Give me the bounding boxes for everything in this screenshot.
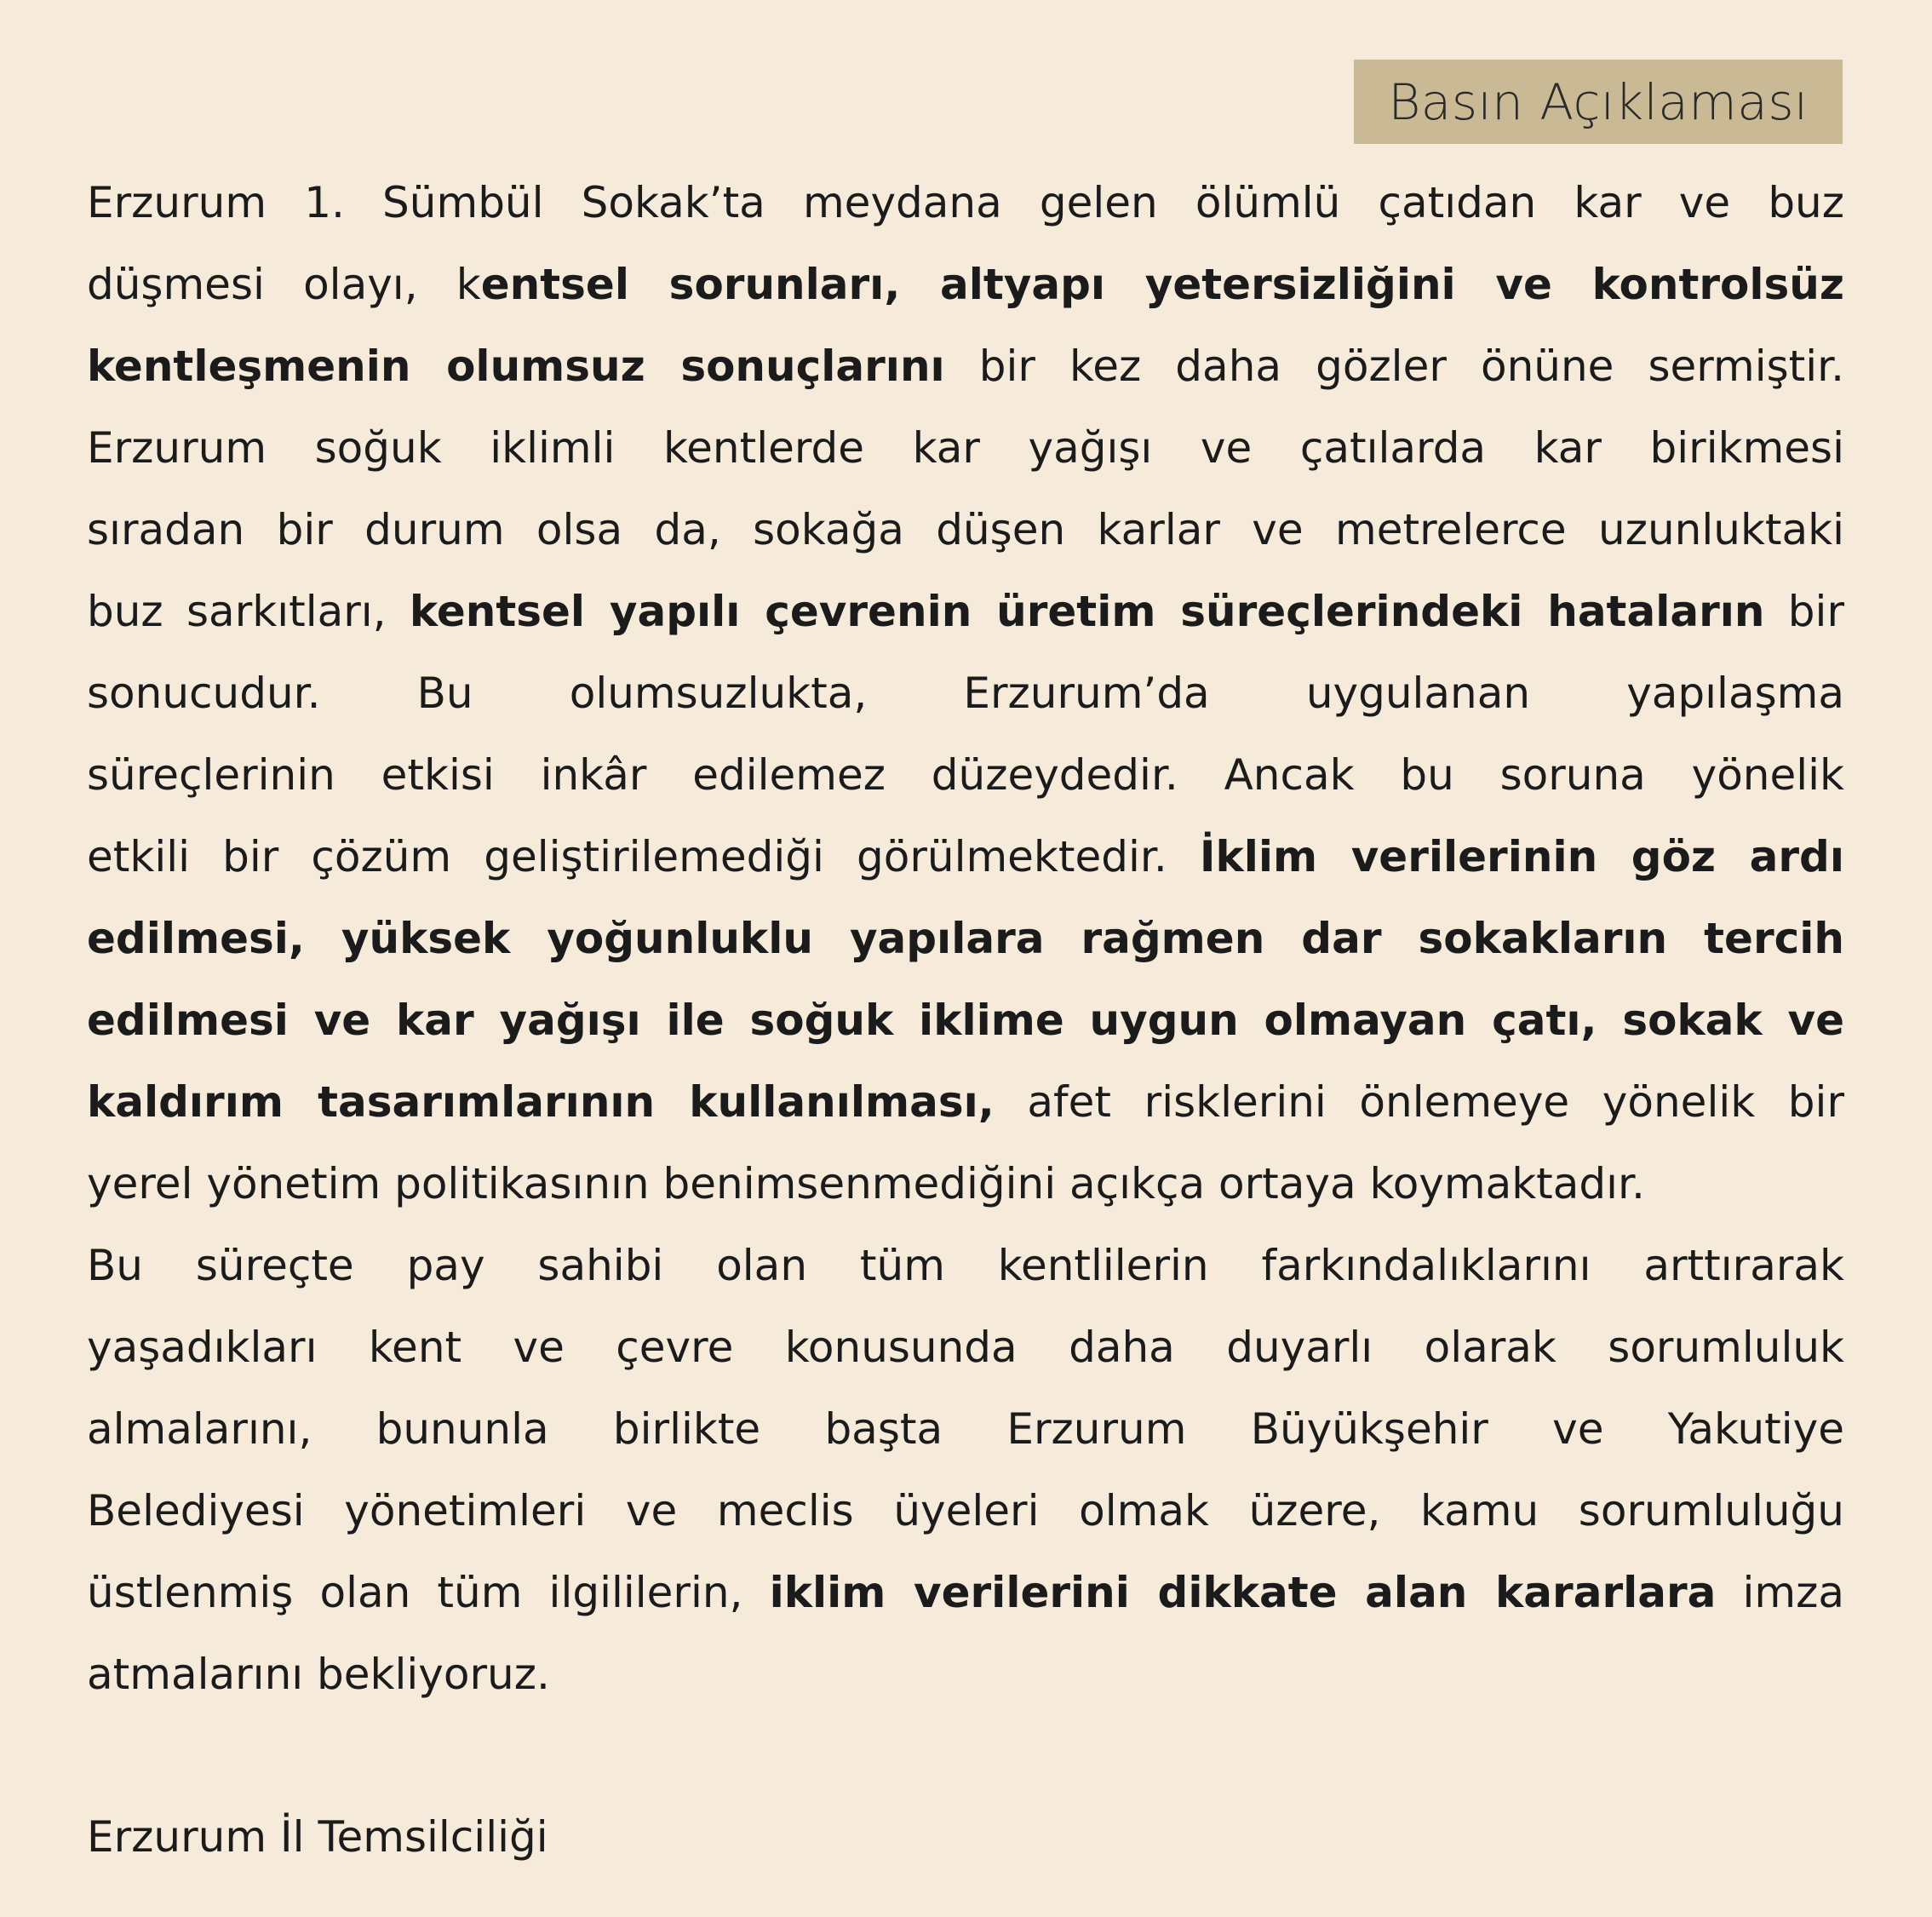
body-text-segment: süreçlerinin etkisi inkâr edilemez düzeydedir. Ancak bu soruna yönelik <box>87 750 1844 800</box>
body-text-segment: bir <box>1764 587 1844 636</box>
bold-text: entsel sorunları, altyapı yetersizliğini ve kontrolsüz <box>480 260 1844 309</box>
bold-text: kentsel yapılı çevrenin üretim süreçlerindeki hataların <box>409 587 1765 636</box>
signature: Erzurum İl Temsilciliği <box>87 1812 548 1862</box>
body-text-segment: imza <box>1716 1568 1845 1617</box>
body-line <box>87 1306 1844 1388</box>
press-release-body <box>87 162 1844 1715</box>
body-line <box>87 1061 1844 1143</box>
body-text-segment: üstlenmiş olan tüm ilgililerin, <box>87 1568 770 1617</box>
bold-text: edilmesi, yüksek yoğunluklu yapılara rağmen dar sokakların tercih <box>87 914 1844 963</box>
body-text-segment: düşmesi olayı, k <box>87 260 481 309</box>
body-text-segment: Erzurum 1. Sümbül Sokak’ta meydana gelen ölümlü çatıdan kar ve buz <box>87 178 1844 227</box>
body-text-segment: buz sarkıtları, <box>87 587 410 636</box>
body-line <box>87 571 1844 652</box>
body-text-segment: sıradan bir durum olsa da, sokağa düşen karlar ve metrelerce uzunluktaki <box>87 505 1844 554</box>
body-text-segment: yaşadıkları kent ve çevre konusunda daha duyarlı olarak sorumluluk <box>87 1323 1844 1372</box>
body-line <box>87 1470 1844 1552</box>
bold-text: İklim verilerinin göz ardı <box>1199 832 1844 881</box>
body-text-segment: almalarını, bununla birlikte başta Erzurum Büyükşehir ve Yakutiye <box>87 1404 1844 1454</box>
body-text-segment: sonucudur. Bu olumsuzlukta, Erzurum’da uygulanan yapılaşma <box>87 669 1844 718</box>
body-line <box>87 162 1844 244</box>
body-line <box>87 1225 1844 1306</box>
bold-text: kentleşmenin olumsuz sonuçlarını <box>87 342 945 391</box>
body-text-segment: yerel yönetim politikasının benimsenmediğini açıkça ortaya koymaktadır. <box>87 1159 1645 1208</box>
body-line <box>87 244 1844 325</box>
body-line <box>87 489 1844 571</box>
body-text-segment: atmalarını bekliyoruz. <box>87 1650 550 1699</box>
body-line <box>87 816 1844 898</box>
body-line <box>87 1552 1844 1633</box>
body-line <box>87 1388 1844 1470</box>
body-text-segment: etkili bir çözüm geliştirilemediği görülmektedir. <box>87 832 1200 881</box>
body-text-segment: Bu süreçte pay sahibi olan tüm kentlilerin farkındalıklarını arttırarak <box>87 1241 1844 1290</box>
bold-text: iklim verilerini dikkate alan kararlara <box>769 1568 1717 1617</box>
body-line <box>87 407 1844 489</box>
body-line <box>87 325 1844 407</box>
body-line <box>87 898 1844 979</box>
body-line <box>87 1633 1844 1715</box>
body-line <box>87 979 1844 1061</box>
body-text-segment: afet risklerini önlemeye yönelik bir <box>994 1077 1844 1127</box>
body-text-segment: Belediyesi yönetimleri ve meclis üyeleri olmak üzere, kamu sorumluluğu <box>87 1486 1844 1535</box>
body-text-segment: bir kez daha gözler önüne sermiştir. <box>944 342 1844 391</box>
body-text-segment: Erzurum soğuk iklimli kentlerde kar yağışı ve çatılarda kar birikmesi <box>87 423 1844 473</box>
body-line <box>87 652 1844 734</box>
body-line <box>87 734 1844 816</box>
press-release-badge: Basın Açıklaması <box>1354 60 1843 144</box>
body-line <box>87 1143 1844 1225</box>
bold-text: kaldırım tasarımlarının kullanılması, <box>87 1077 995 1127</box>
bold-text: edilmesi ve kar yağışı ile soğuk iklime uygun olmayan çatı, sokak ve <box>87 996 1844 1045</box>
